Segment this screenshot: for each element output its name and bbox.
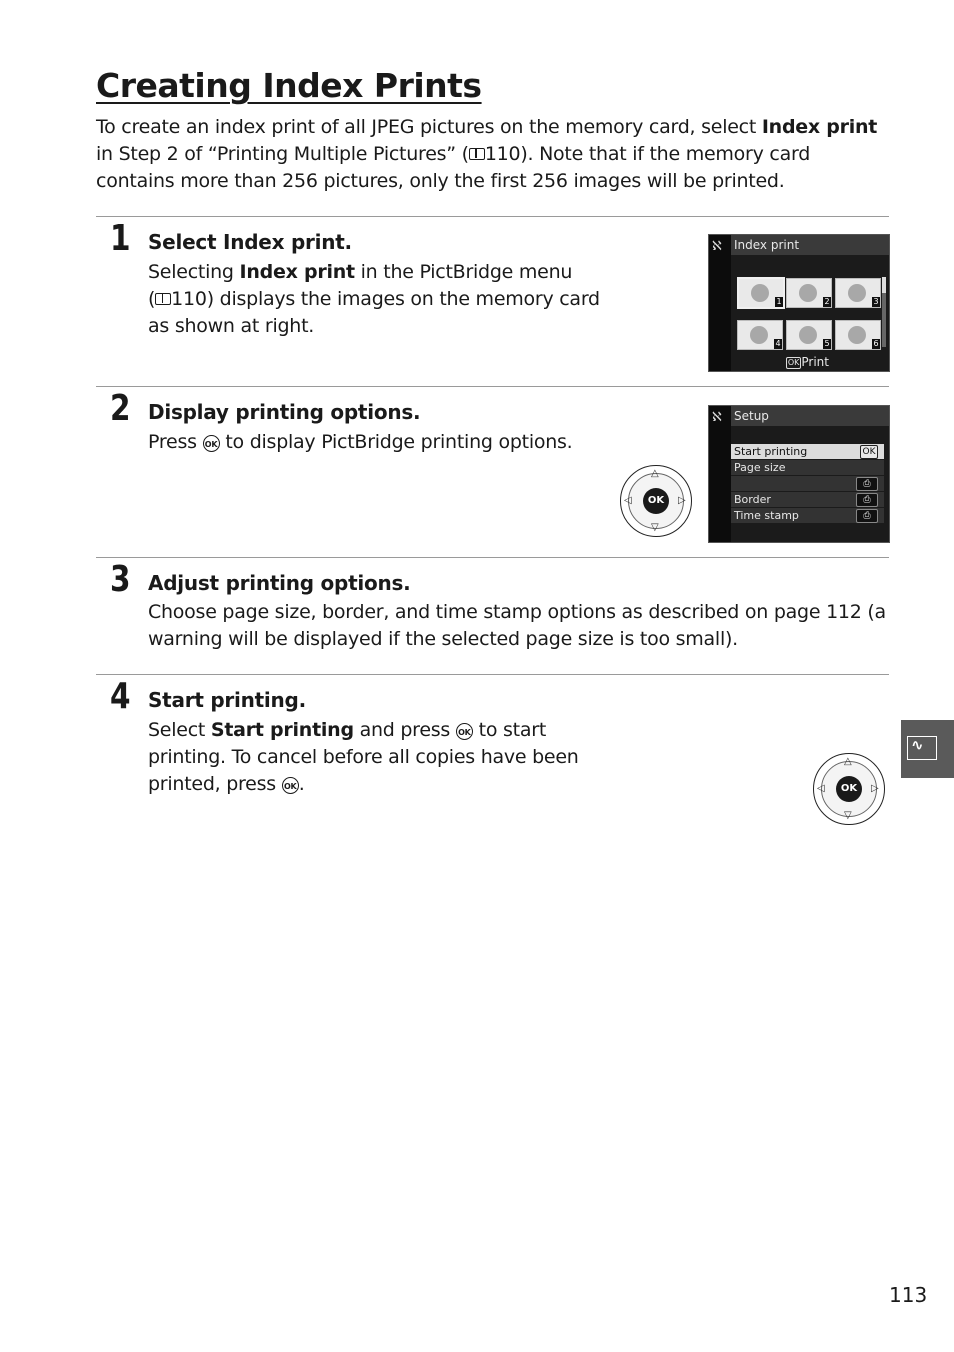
arrow-left-icon: ◁ xyxy=(624,495,632,506)
step-heading: Start printing. xyxy=(148,688,306,712)
step-body xyxy=(148,429,572,456)
step-text: ( xyxy=(148,288,156,310)
step-text: Choose page size, border, and time stamp options as described on page 112 (a xyxy=(148,601,886,623)
step-body xyxy=(148,717,579,798)
step-number: 3 xyxy=(110,559,131,600)
ok-button-icon: OK xyxy=(203,435,220,452)
step-text: warning will be displayed if the selected page size is too small). xyxy=(148,628,738,650)
step-text: as shown at right. xyxy=(148,315,315,337)
page-reference: 110 xyxy=(484,143,521,165)
step-text: ) displays the images on the memory card xyxy=(206,288,600,310)
step-text: and press xyxy=(353,719,456,741)
step-heading-bold: Index print. xyxy=(223,230,352,254)
arrow-left-icon: ◁ xyxy=(817,783,825,794)
step-text: printing. To cancel before all copies have been xyxy=(148,746,579,768)
connection-icon: ∿ xyxy=(907,736,937,760)
step-text: to start xyxy=(472,719,547,741)
menu-row: Start printing OK xyxy=(731,444,884,459)
intro-text: ). Note that if the memory card xyxy=(520,143,811,165)
divider xyxy=(96,674,889,675)
step-text: in the PictBridge menu xyxy=(354,261,573,283)
screen-sidebar xyxy=(709,406,731,542)
menu-row: Page size xyxy=(731,460,884,475)
arrow-down-icon: ▽ xyxy=(651,522,659,533)
step-text: Select xyxy=(148,719,211,741)
thumbnail: 1 xyxy=(737,277,785,309)
step-heading xyxy=(148,230,352,254)
page-title: Creating Index Prints xyxy=(96,66,482,105)
intro-text: contains more than 256 pictures, only the first 256 images will be printed. xyxy=(96,170,785,192)
screen-sidebar xyxy=(709,235,731,371)
arrow-up-icon: △ xyxy=(651,468,659,479)
printer-icon: ⎙ xyxy=(856,493,878,507)
intro-paragraph xyxy=(96,114,896,195)
ok-button-icon: OK xyxy=(836,776,862,802)
page-number: 113 xyxy=(889,1283,928,1307)
scrollbar-thumb xyxy=(882,277,886,293)
step-text: to display PictBridge printing options. xyxy=(219,431,573,453)
ok-button-icon: OK xyxy=(282,777,299,794)
ok-icon: OK xyxy=(787,358,800,367)
setup-screen xyxy=(708,405,890,543)
step-body xyxy=(148,259,600,340)
ok-button-icon: OK xyxy=(456,723,473,740)
arrow-up-icon: △ xyxy=(844,756,852,767)
divider xyxy=(96,557,889,558)
step-number: 2 xyxy=(110,388,131,429)
section-tab xyxy=(901,720,954,778)
arrow-right-icon: ▷ xyxy=(871,783,879,794)
multi-selector-icon xyxy=(813,753,885,825)
step-text: Press xyxy=(148,431,203,453)
book-icon xyxy=(469,148,485,160)
step-text: printed, press xyxy=(148,773,282,795)
step-number: 1 xyxy=(110,218,131,259)
screen-title: Index print xyxy=(731,235,889,255)
step-bold-term: Start printing xyxy=(210,719,354,741)
intro-text: To create an index print of all JPEG pictures on the memory card, select xyxy=(96,116,762,138)
multi-selector-icon xyxy=(620,465,692,537)
thumbnail: 3 xyxy=(835,278,881,308)
step-bold-term: Index print xyxy=(239,261,355,283)
step-text: . xyxy=(298,773,305,795)
arrow-down-icon: ▽ xyxy=(844,810,852,821)
page-reference: 110 xyxy=(171,288,207,310)
divider xyxy=(96,386,889,387)
thumbnail: 6 xyxy=(835,320,881,350)
step-number: 4 xyxy=(110,676,131,717)
book-icon xyxy=(155,293,171,305)
pictbridge-icon: ℵ xyxy=(712,239,722,254)
intro-bold-term: Index print xyxy=(761,116,878,138)
step-heading: Display printing options. xyxy=(148,400,421,424)
intro-text: in Step 2 of “Printing Multiple Pictures” ( xyxy=(96,143,469,165)
ok-icon: OK xyxy=(860,445,878,459)
ok-button-icon: OK xyxy=(643,488,669,514)
screen-footer: OK Print xyxy=(787,355,829,369)
step-heading-text: Select xyxy=(148,230,224,254)
pictbridge-icon: ℵ xyxy=(712,410,722,425)
index-print-screen xyxy=(708,234,890,372)
menu-row xyxy=(731,476,884,491)
printer-icon: ⎙ xyxy=(856,477,878,491)
printer-icon: ⎙ xyxy=(856,509,878,523)
thumbnail: 4 xyxy=(737,320,783,350)
screen-title: Setup xyxy=(731,406,889,426)
arrow-right-icon: ▷ xyxy=(678,495,686,506)
menu-row: Time stamp ⎙ xyxy=(731,508,884,523)
divider xyxy=(96,216,889,217)
menu-row: Border ⎙ xyxy=(731,492,884,507)
thumbnail: 2 xyxy=(786,278,832,308)
step-text: Selecting xyxy=(148,261,240,283)
thumbnail: 5 xyxy=(786,320,832,350)
step-heading: Adjust printing options. xyxy=(148,571,411,595)
step-body xyxy=(148,599,886,653)
